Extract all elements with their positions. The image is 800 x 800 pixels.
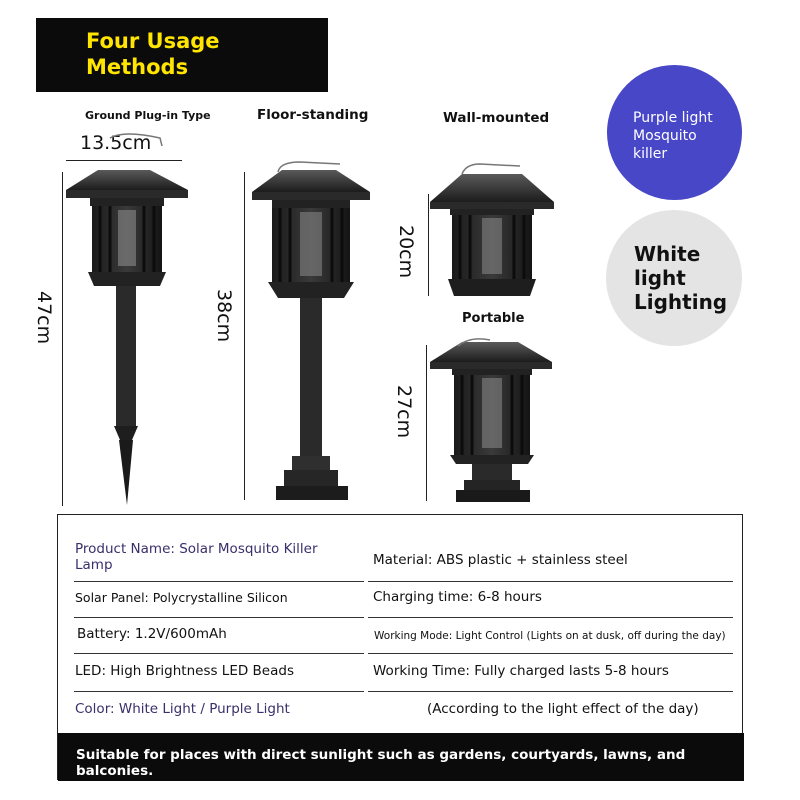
floor-standing-lamp-icon: [252, 162, 370, 500]
spec-working-mode: Working Mode: Light Control (Lights on at dusk, off during the day): [374, 630, 726, 642]
wall-mounted-height: 20cm: [395, 225, 417, 279]
wall-mounted-label: Wall-mounted: [443, 110, 550, 126]
row-divider: [368, 691, 733, 692]
wall-mounted-lamp-icon: [430, 164, 554, 296]
floor-standing-label: Floor-standing: [257, 107, 369, 123]
ground-plug-lamp-icon: [66, 134, 188, 505]
floor-standing-height: 38cm: [213, 289, 235, 343]
ground-plug-height: 47cm: [33, 291, 55, 345]
white-light-mode-text: White light Lighting: [634, 242, 728, 314]
purple-light-mode-badge: [607, 65, 742, 200]
white-light-mode-badge: [606, 210, 742, 346]
portable-height: 27cm: [393, 385, 415, 439]
row-divider: [74, 691, 364, 692]
spec-note: (According to the light effect of the day): [427, 701, 699, 717]
row-divider: [74, 653, 364, 654]
spec-product-name: Product Name: Solar Mosquito Killer Lamp: [75, 541, 318, 573]
spec-material: Material: ABS plastic + stainless steel: [373, 552, 628, 568]
lamp-illustrations: [0, 0, 600, 510]
page-title: Four Usage Methods: [86, 29, 220, 79]
row-divider: [368, 581, 733, 582]
footer-text: Suitable for places with direct sunlight such as gardens, courtyards, lawns, and balconies.: [76, 747, 686, 779]
spec-color: Color: White Light / Purple Light: [75, 701, 290, 717]
spec-charging-time: Charging time: 6-8 hours: [373, 589, 542, 605]
ground-plug-label: Ground Plug-in Type: [85, 109, 211, 122]
portable-label: Portable: [462, 311, 525, 326]
footer-banner: [58, 733, 744, 781]
spec-solar-panel: Solar Panel: Polycrystalline Silicon: [75, 590, 288, 605]
row-divider: [74, 617, 364, 618]
spec-led: LED: High Brightness LED Beads: [75, 663, 294, 679]
width-dimension: 13.5cm: [80, 132, 152, 154]
purple-light-mode-text: Purple light Mosquito killer: [633, 110, 713, 162]
row-divider: [74, 581, 364, 582]
row-divider: [368, 653, 733, 654]
portable-lamp-icon: [430, 339, 552, 502]
row-divider: [368, 617, 733, 618]
spec-working-time: Working Time: Fully charged lasts 5-8 hours: [373, 663, 669, 679]
spec-battery: Battery: 1.2V/600mAh: [77, 626, 227, 642]
specs-table: [57, 514, 743, 780]
